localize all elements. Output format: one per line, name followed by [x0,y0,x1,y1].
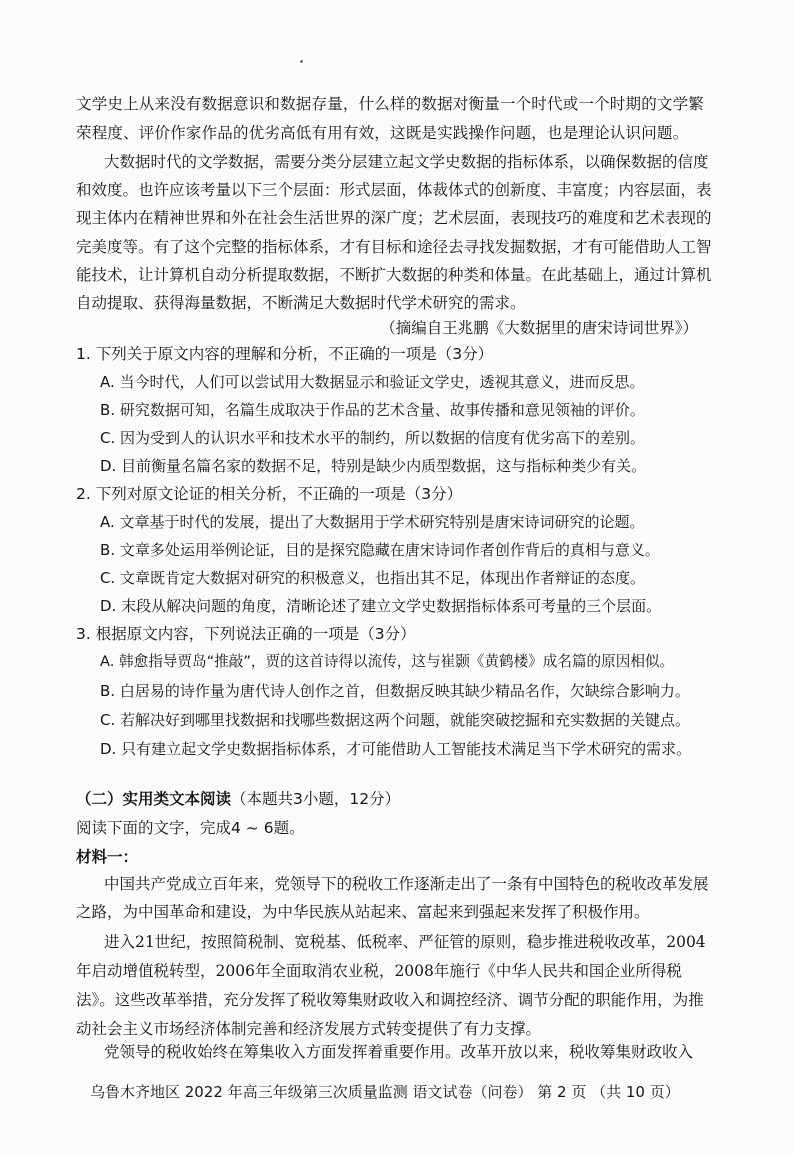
page-footer: 乌鲁木齐地区 2022 年高三年级第三次质量监测 语文试卷（问卷） 第 2 页 （共 10 页） [90,1083,680,1101]
section-instruction: 阅读下面的文字，完成4 ~ 6题。 [76,819,305,837]
question-2-stem: 2. 下列对原文论证的相关分析，不正确的一项是（3分） [76,485,463,503]
question-3-option-a: A. 韩愈指导贾岛“推敲”，贾的这首诗得以流传，这与崔颢《黄鹤楼》成名篇的原因相似。 [100,653,675,670]
section-heading [76,786,400,812]
scan-speck [300,60,303,63]
section-note: （本题共3小题，12分） [231,790,401,808]
passage-source: （摘编自王兆鹏《大数据里的唐宋诗词世界》） [380,319,698,337]
question-1-option-b: B. 研究数据可知，名篇生成取决于作品的艺术含量、故事传播和意见领袖的评价。 [100,401,645,419]
question-2-option-d: D. 末段从解决问题的角度，清晰论述了建立文学史数据指标体系可考量的三个层面。 [100,597,662,615]
material-paragraph-1: 中国共产党成立百年来，党领导下的税收工作逐渐走出了一条有中国特色的税收改革发展之路，为中国革命和建设，为中华民族从站起来、富起来到强起来发挥了积极作用。 [76,875,709,921]
question-2-option-c: C. 文章既肯定大数据对研究的积极意义，也指出其不足，体现出作者辩证的态度。 [100,569,646,587]
section-title: （二）实用类文本阅读 [76,790,232,808]
question-3-option-c: C. 若解决好到哪里找数据和找哪些数据这两个问题，就能突破挖掘和充实数据的关键点。 [100,711,691,729]
question-1-option-d: D. 目前衡量名篇名家的数据不足，特别是缺少内质型数据，这与指标种类少有关。 [100,457,647,475]
question-1-option-c: C. 因为受到人的认识水平和技术水平的制约，所以数据的信度有优劣高下的差别。 [100,429,646,447]
passage-paragraph-2: 大数据时代的文学数据，需要分类分层建立起文学史数据的指标体系，以确保数据的信度和效度。也许应该考量以下三个层面：形式层面，体裁体式的创新度、丰富度；内容层面，表现主体内在精神世界和外在社会生活世界的深广度；艺术层面，表现技巧的难度和艺术表现的完美度等。有了这个完整的指标体系，才有目标和途径去寻找发掘数据，才有可能借助人工智能技术，让计算机自动分析提取数据，不断扩大数据的种类和体量。在此基础上，通过计算机自动提取、获得海量数据，不断满足大数据时代学术研究的需求。 [76,153,712,313]
question-3-option-b: B. 白居易的诗作量为唐代诗人创作之首，但数据反映其缺少精品名作，欠缺综合影响力。 [100,682,690,700]
material-label: 材料一： [76,848,139,866]
question-2-option-a: A. 文章基于时代的发展，提出了大数据用于学术研究特别是唐宋诗词研究的论题。 [100,513,645,531]
question-2-option-b: B. 文章多处运用举例论证，目的是探究隐藏在唐宋诗词作者创作背后的真相与意义。 [100,541,660,559]
question-1-option-a: A. 当今时代，人们可以尝试用大数据显示和验证文学史，透视其意义，进而反思。 [100,373,645,391]
question-1-stem: 1. 下列关于原文内容的理解和分析，不正确的一项是（3分） [76,345,494,363]
material-paragraph-2: 进入21世纪，按照简税制、宽税基、低税率、严征管的原则，稳步推进税收改革，2004年启动增值税转型，2006年全面取消农业税，2008年施行《中华人民共和国企业所得税法》。这些改革举措，充分发挥了税收筹集财政收入和调控经济、调节分配的职能作用，为推动社会主义市场经济体制完善和经济发展方式转变提供了有力支撑。 [76,933,706,1038]
material-paragraph-3: 党领导的税收始终在筹集收入方面发挥着重要作用。改革开放以来，税收筹集财政收入 [104,1043,694,1061]
question-3-option-d: D. 只有建立起文学史数据指标体系，才可能借助人工智能技术满足当下学术研究的需求。 [100,740,692,758]
passage-paragraph-1: 文学史上从来没有数据意识和数据存量，什么样的数据对衡量一个时代或一个时期的文学繁荣程度、评价作家作品的优劣高低有用有效，这既是实践操作问题，也是理论认识问题。 [76,95,705,142]
question-3-stem: 3. 根据原文内容，下列说法正确的一项是（3分） [76,625,416,643]
